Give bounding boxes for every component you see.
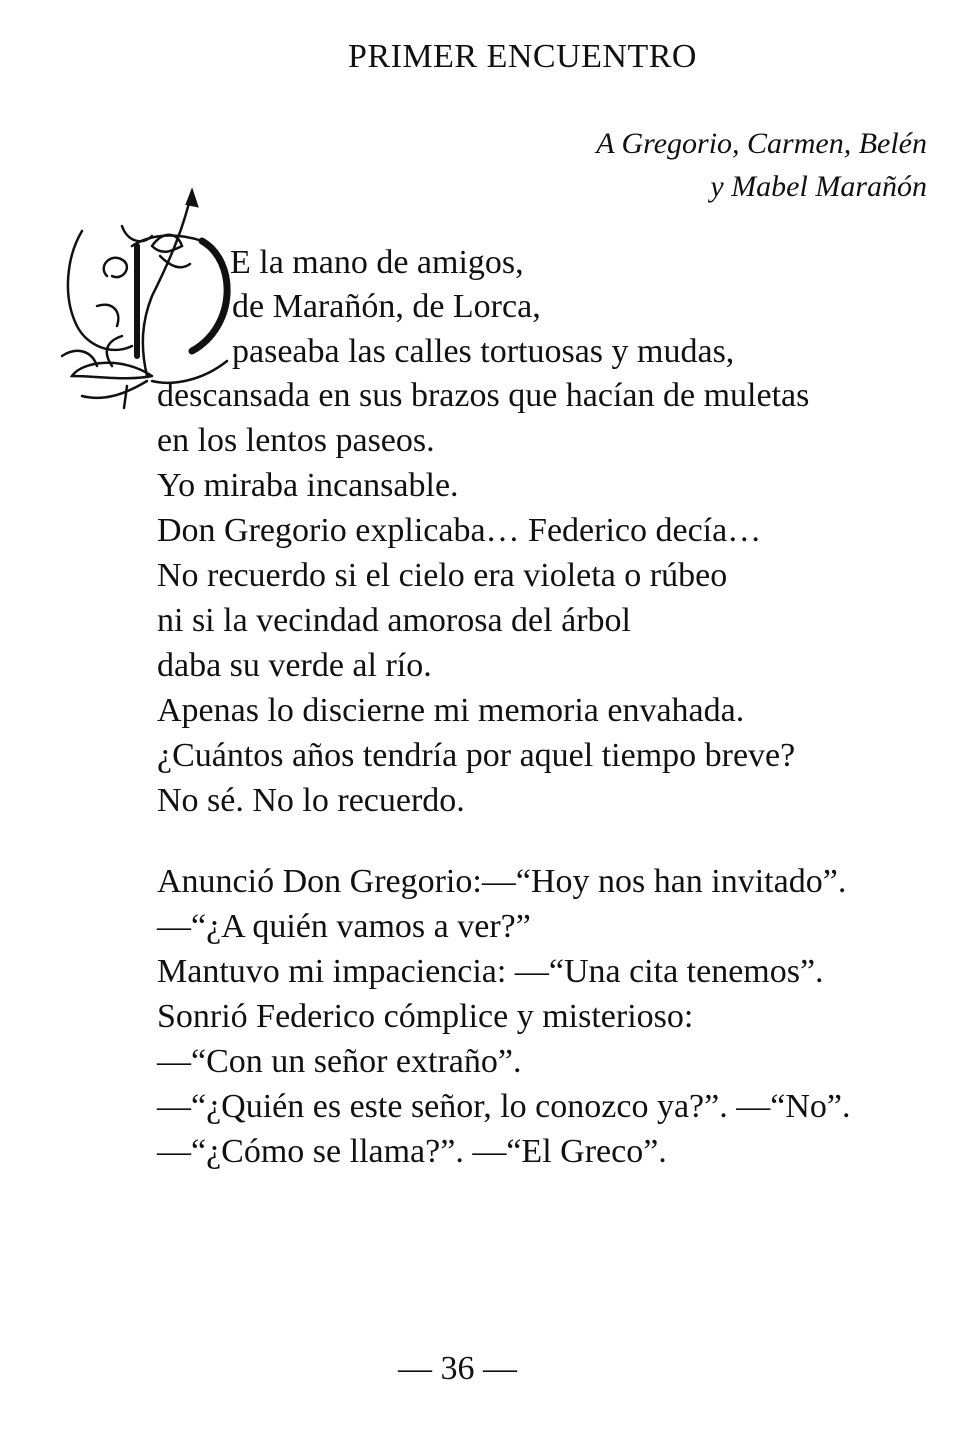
poem-line: Sonrió Federico cómplice y misterioso: <box>157 998 694 1035</box>
poem-line: —“Con un señor extraño”. <box>157 1043 522 1080</box>
poem-line: —“¿Quién es este señor, lo conozco ya?”. —“No”. <box>157 1088 851 1125</box>
dedication-line: y Mabel Marañón <box>710 170 927 203</box>
poem-line: en los lentos paseos. <box>157 422 435 459</box>
poem-line: Don Gregorio explicaba… Federico decía… <box>157 512 762 549</box>
poem-line: E la mano de amigos, <box>230 244 524 281</box>
poem-line: descansada en sus brazos que hacían de muletas <box>157 377 810 414</box>
dedication-line: A Gregorio, Carmen, Belén <box>596 127 927 160</box>
poem-line: Anunció Don Gregorio:—“Hoy nos han invitado”. <box>157 863 847 900</box>
poem-line: daba su verde al río. <box>157 647 432 684</box>
poem-line: ni si la vecindad amorosa del árbol <box>157 602 631 639</box>
poem-line: —“¿Cómo se llama?”. —“El Greco”. <box>157 1133 667 1170</box>
poem-line: paseaba las calles tortuosas y mudas, <box>232 333 735 370</box>
poem-line: Mantuvo mi impaciencia: —“Una cita tenemos”. <box>157 953 824 990</box>
page-number: — 36 — <box>398 1350 517 1387</box>
poem-line: —“¿A quién vamos a ver?” <box>157 908 531 945</box>
poem-line: No recuerdo si el cielo era violeta o rúbeo <box>157 557 728 594</box>
poem-line: No sé. No lo recuerdo. <box>157 782 465 819</box>
dedication <box>596 122 927 208</box>
poem-title: PRIMER ENCUENTRO <box>348 38 697 75</box>
poem-line: Apenas lo discierne mi memoria envahada. <box>157 692 745 729</box>
poem-line: ¿Cuántos años tendría por aquel tiempo breve? <box>157 737 796 774</box>
poem-line: de Marañón, de Lorca, <box>232 288 541 325</box>
poem-line: Yo miraba incansable. <box>157 467 459 504</box>
